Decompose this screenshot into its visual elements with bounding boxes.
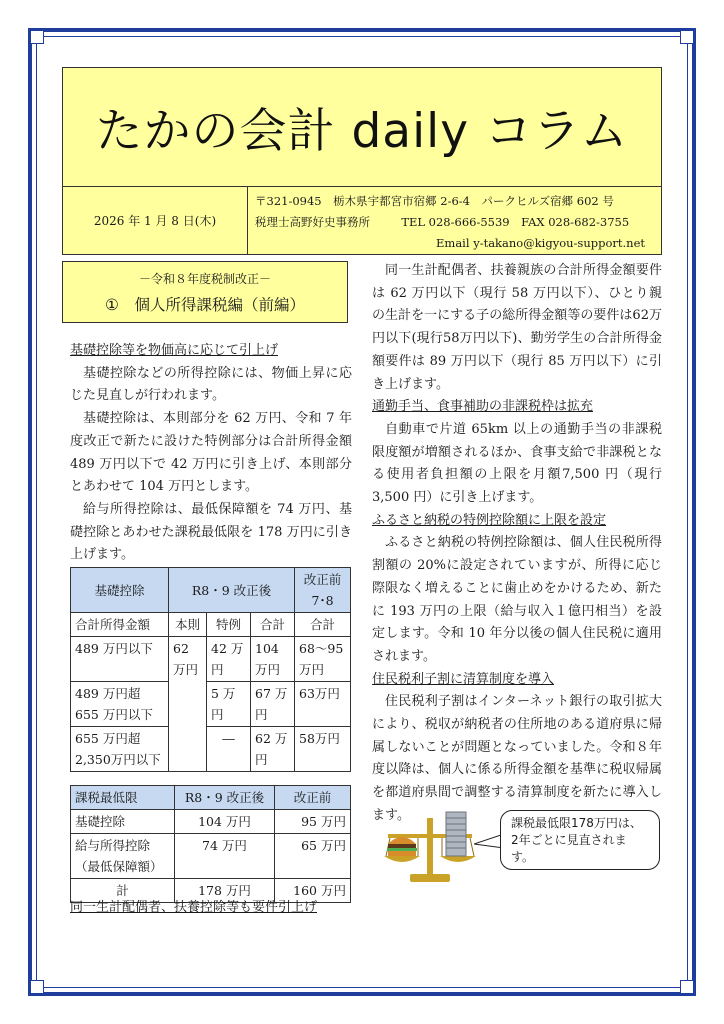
table-cell: 655 万円超 2,350万円以下 [71, 727, 169, 772]
table-cell: 489 万円以下 [71, 637, 169, 682]
paragraph: ふるさと納税の特例控除額は、個人住民税所得割額の 20%に設定されていますが、所得に応じ際限なく増えることに歯止めをかけるため、新たに 193 万円の上限（給与収入１億円相当）を設定します。令和 10 年分以後の個人住民税に適用されます。 [372, 535, 662, 664]
office-address: 〒321-0945 栃木県宇都宮市宿郷 2-6-4 パークヒルズ宿郷 602 号 [255, 194, 614, 208]
masthead [62, 67, 662, 255]
table-cell: 68～95万円 [295, 637, 351, 682]
section-heading: ふるさと納税の特例控除額に上限を設定 [372, 512, 607, 528]
left-column [70, 340, 352, 567]
office-email: Email y-takano@kigyou-support.net [436, 236, 645, 250]
table-header: 基礎控除 [71, 568, 169, 613]
table-cell: ― [207, 727, 251, 772]
paragraph: 基礎控除などの所得控除には、物価上昇に応じた見直しが行われます。 [70, 365, 352, 404]
table-cell: 給与所得控除（最低保障額） [71, 834, 175, 879]
coin-stack-icon [446, 812, 466, 856]
paragraph: 自動車で片道 65km 以上の通勤手当の非課税限度額が増額されるほか、食事支給で非課税となる使用者負担額の上限を月額7,500 円（現行 3,500 円）に引き上げます。 [372, 421, 662, 506]
table-cell: 489 万円超 655 万円以下 [71, 682, 169, 727]
scale-pan-left [384, 856, 420, 862]
table-row [71, 727, 351, 772]
table-cell: 62 万円 [169, 637, 207, 772]
speech-bubble: 課税最低限178万円は、2年ごとに見直されます。 [500, 810, 660, 870]
newsletter-title: たかの会計 daily コラム [63, 68, 661, 187]
paragraph: 同一生計配偶者、扶養親族の合計所得金額要件は 62 万円以下（現行 58 万円以下）、ひとり親の生計を一にする子の総所得金額等の要件は62万円以下(現行58万円以下)、勤労学生の合計所得金額要件は 89 万円以下（現行 85 万円以下）に引き上げます。 [372, 263, 662, 392]
table-cell: 62 万円 [251, 727, 295, 772]
section-heading: 基礎控除等を物価高に応じて引上げ [70, 343, 279, 358]
table-row [71, 810, 351, 834]
right-column [372, 260, 662, 828]
table-row [71, 637, 351, 682]
table-cell: 計 [71, 879, 175, 903]
table-cell: 5 万円 [207, 682, 251, 727]
hamburger-icon [387, 837, 417, 856]
paragraph: 給与所得控除は、最低保障額を 74 万円、基礎控除とあわせた課税最低限を 178 万円に引き上げます。 [70, 501, 352, 563]
table-header: R8・9 改正後 [175, 786, 275, 810]
table-cell: 160 万円 [275, 879, 351, 903]
table-cell: 65 万円 [275, 834, 351, 879]
scale-base [410, 874, 450, 882]
table-header: 改正前 [275, 786, 351, 810]
table-header: 改正前 7･8 [295, 568, 351, 613]
table-cell: 63万円 [295, 682, 351, 727]
paragraph: 住民税利子割はインターネット銀行の取引拡大により、税収が納税者の住所地のある道府県に帰属しないことが問題となっていました。令和８年度以降は、個人に係る所得金額を基準に税収帰属を都道府県間で調整する清算制度を新たに導入します。 [372, 694, 662, 823]
balance-scale-illustration [380, 808, 480, 884]
office-name: 税理士高野好史事務所 [255, 215, 370, 229]
section-heading: 同一生計配偶者、扶養控除等も要件引上げ [70, 900, 318, 915]
office-contact [255, 212, 659, 233]
topic-box [62, 261, 348, 323]
paragraph: 基礎控除は、本則部分を 62 万円、令和 7 年度改正で新たに設けた特例部分は合計所得金額 489 万円以下で 42 万円に引き上げ、本則部分とあわせて 104 万円とします。 [70, 411, 352, 495]
topic-subtitle: －令和８年度税制改正－ [138, 272, 271, 286]
table-cell: 104 万円 [175, 810, 275, 834]
section-heading: 住民税利子割に清算制度を導入 [372, 671, 555, 687]
table-header: R8・9 改正後 [169, 568, 295, 613]
frame-corner [680, 980, 694, 994]
table-cell: 基礎控除 [71, 810, 175, 834]
table-header: 合計 [295, 613, 351, 637]
table-row [71, 682, 351, 727]
table-cell: 67 万円 [251, 682, 295, 727]
office-tel-fax: TEL 028-666-5539 FAX 028-682-3755 [401, 215, 630, 229]
frame-corner [680, 30, 694, 44]
table-header: 特例 [207, 613, 251, 637]
table-header: 課税最低限 [71, 786, 175, 810]
table-cell: 178 万円 [175, 879, 275, 903]
table-header: 合計所得金額 [71, 613, 169, 637]
frame-corner [30, 980, 44, 994]
scale-pan-right [440, 856, 476, 862]
table-cell: 104万円 [251, 637, 295, 682]
frame-corner [30, 30, 44, 44]
scale-pillar [427, 818, 433, 876]
topic-title: ① 個人所得課税編（前編） [105, 296, 305, 314]
minimum-taxable-table [70, 785, 351, 903]
basic-deduction-table [70, 567, 351, 772]
table-header: 本則 [169, 613, 207, 637]
table-cell: 42 万円 [207, 637, 251, 682]
section-heading: 通勤手当、食事補助の非課税枠は拡充 [372, 399, 594, 415]
table-cell: 74 万円 [175, 834, 275, 879]
table-row [71, 834, 351, 879]
table-cell: 95 万円 [275, 810, 351, 834]
issue-date: 2026 年 1 月 8 日(木) [63, 187, 248, 254]
table-header: 合計 [251, 613, 295, 637]
table-cell: 58万円 [295, 727, 351, 772]
office-info [255, 191, 659, 254]
